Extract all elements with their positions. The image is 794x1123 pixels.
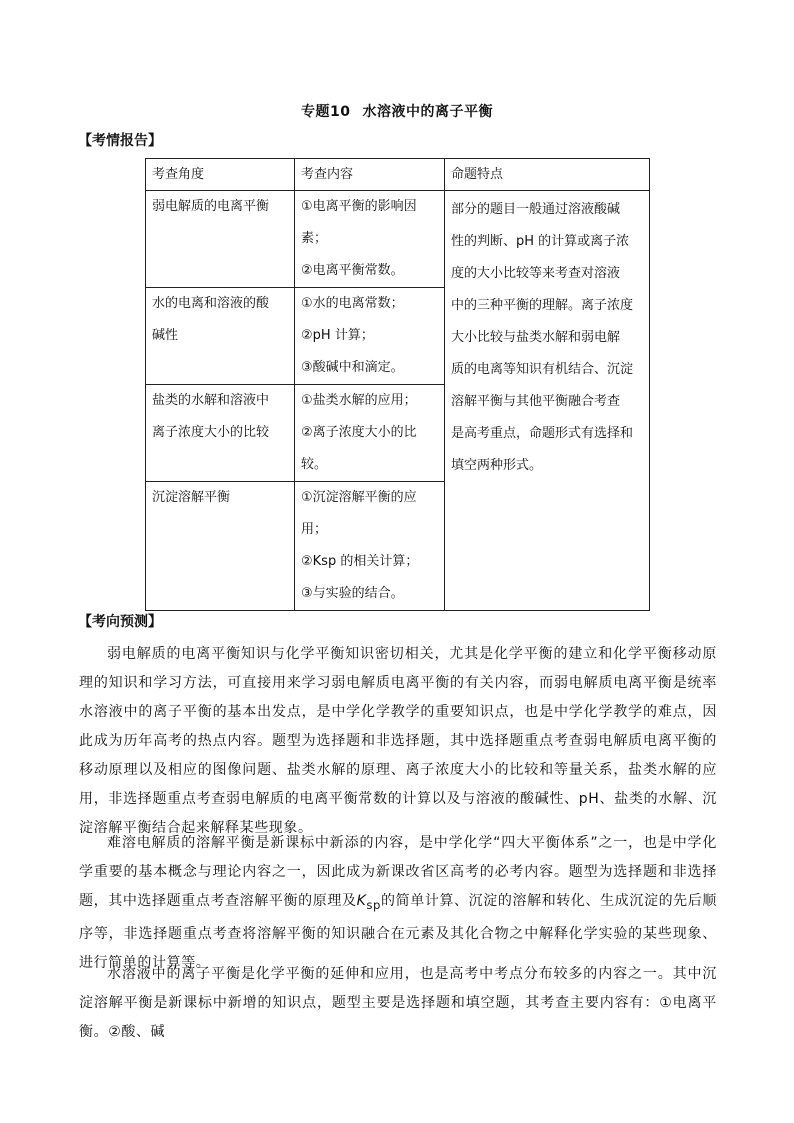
feature-cell [445, 191, 650, 611]
topic-title: 水溶液中的离子平衡 [362, 104, 493, 120]
header-angle: 考查角度 [146, 159, 295, 191]
angle-cell [146, 191, 295, 288]
content-line: ①水的电离常数； [301, 296, 404, 311]
forecast-paragraph-1: 弱电解质的电离平衡知识与化学平衡知识密切相关，尤其是化学平衡的建立和化学平衡移动原理的知识和学习方法，可直接用来学习弱电解质电离平衡的有关内容，而弱电解质电离平衡是统率水溶液中的离子平衡的基本出发点，是中学化学教学的重要知识点，也是中学化学教学的难点，因此成为历年高考的热点内容。题型为选择题和非选择题，其中选择题重点考查弱电解质电离平衡的移动原理以及相应的图像问题、盐类水解的原理、离子浓度大小的比较和等量关系，盐类水解的应用，非选择题重点考查弱电解质的电离平衡常数的计算以及与溶液的酸碱性、pH、盐类的水解、沉淀溶解平衡结合起来解释某些现象。 [79, 646, 717, 836]
content-cell [295, 288, 445, 385]
feature-line: 中的三种平衡的理解。离子浓度 [451, 298, 634, 313]
angle-cell [146, 288, 295, 385]
angle-line: 弱电解质的电离平衡 [152, 199, 270, 214]
content-line: ②电离平衡常数。 [301, 263, 404, 278]
angle-line: 碱性 [152, 328, 179, 343]
table-row [146, 191, 650, 288]
content-line: ①盐类水解的应用； [301, 393, 417, 408]
report-heading: 【考情报告】 [78, 133, 162, 149]
angle-line: 沉淀溶解平衡 [152, 490, 231, 505]
content-line: ②Ksp 的相关计算； [301, 554, 419, 569]
content-cell [295, 191, 445, 288]
angle-line: 盐类的水解和溶液中 [152, 393, 270, 408]
forecast-heading: 【考向预测】 [78, 614, 162, 630]
content-line: ③酸碱中和滴定。 [301, 360, 404, 375]
content-line: ②pH 计算； [301, 328, 374, 343]
feature-line: 溶解平衡与其他平衡融合考查 [451, 394, 621, 409]
topic-number: 专题10 [301, 104, 351, 120]
forecast-paragraph-3: 水溶液中的离子平衡是化学平衡的延伸和应用，也是高考中考点分布较多的内容之一。其中沉淀溶解平衡是新课标中新增的知识点，题型主要是选择题和填空题，其考查主要内容有：①电离平衡。②酸、碱 [79, 966, 717, 1040]
feature-line: 度的大小比较等来考查对溶液 [451, 266, 621, 281]
content-line: ③与实验的结合。 [301, 586, 404, 601]
ksp-symbol: K [356, 893, 367, 909]
content-cell [295, 482, 445, 611]
feature-line: 部分的题目一般通过溶液酸碱 [451, 202, 621, 217]
paragraph-2-text-b: 的简单计算、沉淀的溶解和转化、生成沉淀的先后顺序等，非选择题重点考查将溶解平衡的知识融合在元素及其化合物之中解释化学实验的某些现象、进行简单的计算等。 [79, 893, 717, 971]
header-feature: 命题特点 [445, 159, 650, 191]
content-line: 较。 [301, 457, 328, 472]
content-line: ①电离平衡的影响因 [301, 199, 417, 214]
content-line: ①沉淀溶解平衡的应 [301, 490, 417, 505]
feature-line: 填空两种形式。 [451, 458, 543, 473]
angle-line: 水的电离和溶液的酸 [152, 296, 270, 311]
feature-line: 性的判断、pH 的计算或离子浓 [451, 234, 630, 249]
header-content: 考查内容 [295, 159, 445, 191]
content-line: 用； [301, 522, 328, 537]
paragraph-2-text-a: 难溶电解质的溶解平衡是新课标中新添的内容，是中学化学“四大平衡体系”之一，也是中学化学重要的基本概念与理论内容之一，因此成为新课改省区高考的必考内容。题型为选择题和非选择题，其中选择题重点考查溶解平衡的原理及 [79, 835, 717, 909]
content-line: ②离子浓度大小的比 [301, 425, 417, 440]
feature-line: 质的电离等知识有机结合、沉淀 [451, 362, 634, 377]
feature-line: 是高考重点，命题形式有选择和 [451, 426, 634, 441]
table-header-row [146, 159, 650, 191]
angle-cell [146, 385, 295, 482]
forecast-paragraph-2 [79, 829, 717, 978]
exam-report-table [145, 158, 650, 611]
content-line: 素； [301, 231, 328, 246]
content-cell [295, 385, 445, 482]
feature-line: 大小比较与盐类水解和弱电解 [451, 330, 621, 345]
angle-cell [146, 482, 295, 611]
page-title [0, 103, 794, 121]
angle-line: 离子浓度大小的比较 [152, 425, 270, 440]
ksp-subscript: sp [366, 897, 382, 912]
